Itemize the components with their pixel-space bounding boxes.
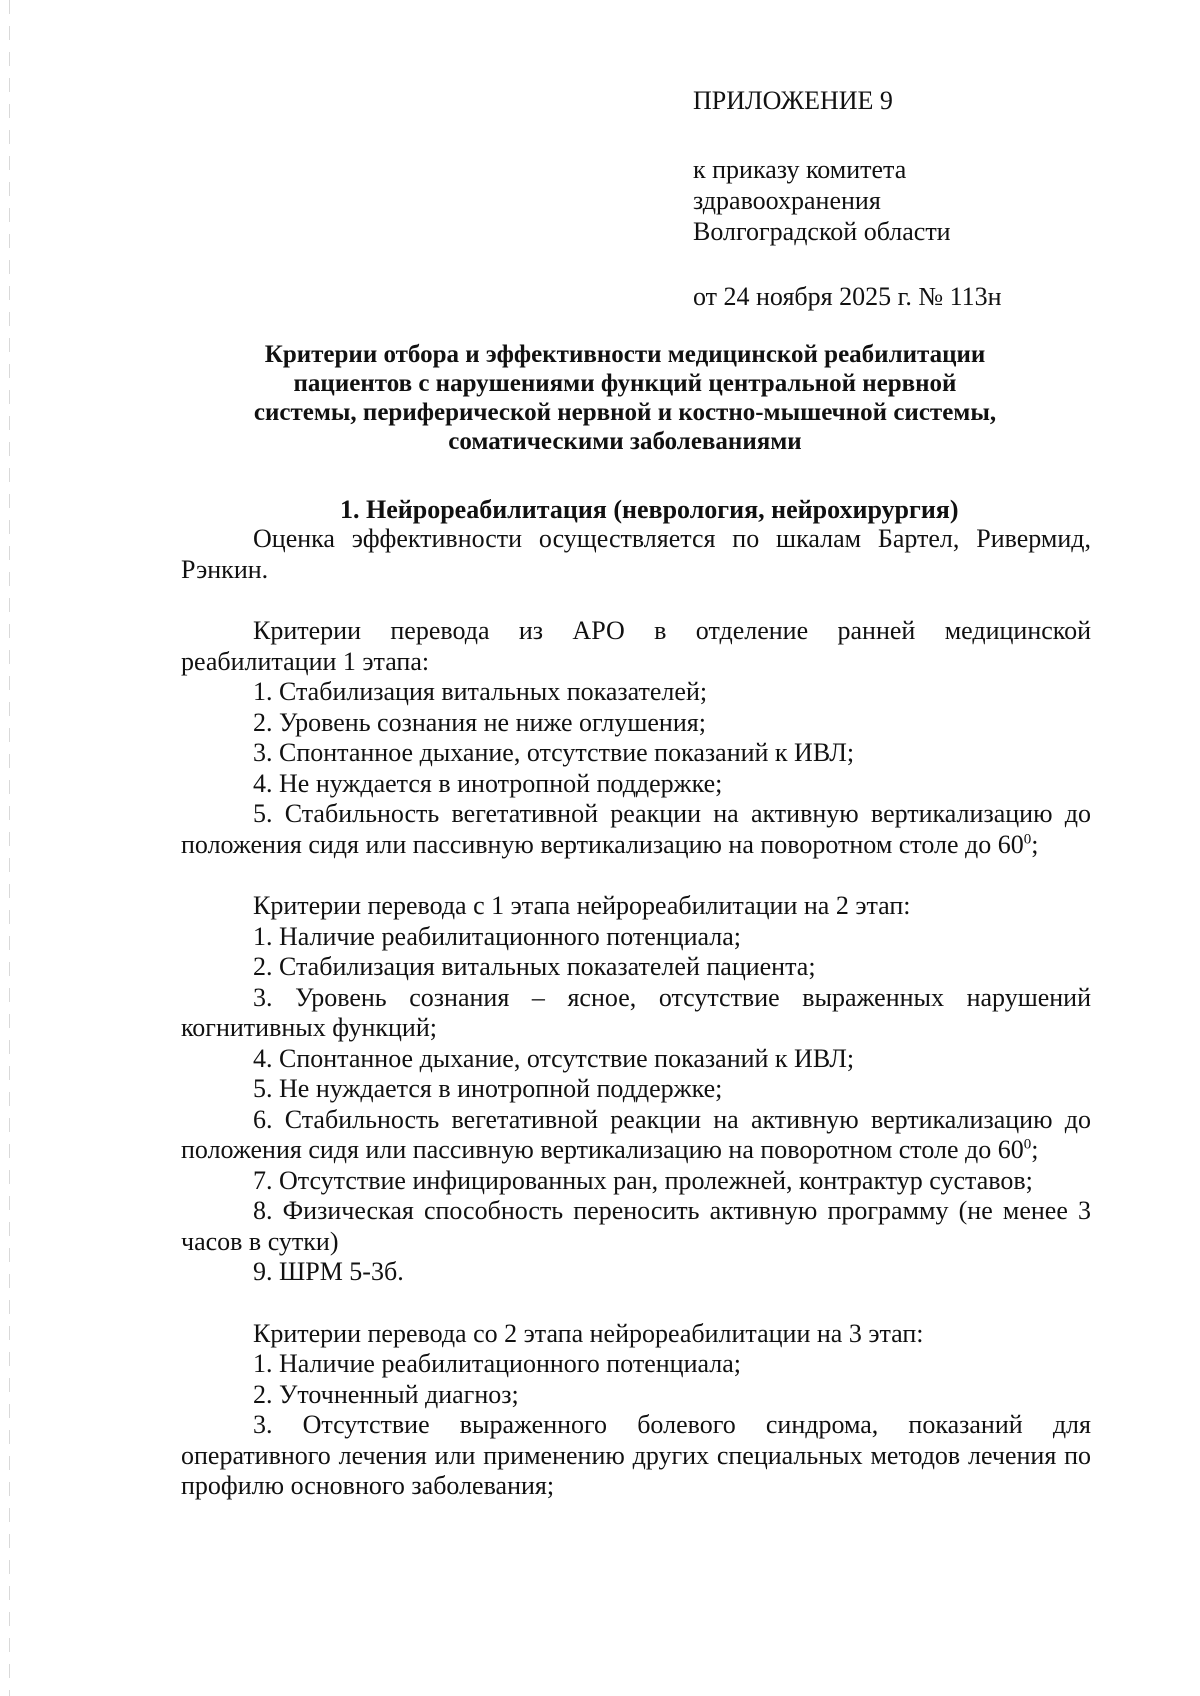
list-item: 3. Спонтанное дыхание, отсутствие показаний к ИВЛ; <box>253 738 855 767</box>
document-body <box>181 524 1091 1502</box>
list-item: 7. Отсутствие инфицированных ран, пролежней, контрактур суставов; <box>253 1165 1033 1195</box>
list-item: 9. ШРМ 5-3б. <box>253 1257 404 1286</box>
order-date: от 24 ноября 2025 г. № 113н <box>693 282 1002 311</box>
list-item: 1. Наличие реабилитационного потенциала; <box>253 921 742 951</box>
title-line: системы, периферической нервной и костно-мышечной системы, <box>253 399 997 426</box>
document-title <box>160 340 1090 456</box>
order-reference <box>693 154 951 247</box>
order-reference-line: здравоохранения <box>693 186 881 215</box>
list-item <box>181 1105 1091 1166</box>
degree-superscript: 0 <box>1023 830 1032 847</box>
list-item: 4. Спонтанное дыхание, отсутствие показаний к ИВЛ; <box>253 1043 855 1073</box>
list-item <box>181 799 1091 860</box>
list-item: 4. Не нуждается в инотропной поддержке; <box>253 768 723 798</box>
list-item-text: 5. Стабильность вегетативной реакции на активную вертикализацию до положения сидя или пассивную вертикализацию на поворотном столе до 60 <box>181 799 1091 859</box>
block3-lead: Критерии перевода со 2 этапа нейрореабилитации на 3 этап: <box>253 1318 924 1348</box>
list-item: 2. Стабилизация витальных показателей пациента; <box>253 952 816 981</box>
list-item: 8. Физическая способность переносить активную программу (не менее 3 часов в сутки) <box>181 1196 1091 1256</box>
order-reference-line: к приказу комитета <box>693 155 907 184</box>
list-item-text: 6. Стабильность вегетативной реакции на активную вертикализацию до положения сидя или пассивную вертикализацию на поворотном столе до 60 <box>181 1104 1091 1164</box>
title-line: пациентов с нарушениями функций центральной нервной <box>293 370 957 397</box>
title-line: Критерии отбора и эффективности медицинской реабилитации <box>264 341 986 368</box>
degree-superscript: 0 <box>1023 1136 1032 1153</box>
list-item: 1. Наличие реабилитационного потенциала; <box>253 1349 742 1378</box>
intro-paragraph: Оценка эффективности осуществляется по шкалам Бартел, Ривермид, Рэнкин. <box>181 524 1091 584</box>
list-item: 3. Отсутствие выраженного болевого синдрома, показаний для оперативного лечения или применению других специальных методов лечения по профилю основного заболевания; <box>181 1410 1091 1500</box>
list-item: 3. Уровень сознания – ясное, отсутствие выраженных нарушений когнитивных функций; <box>181 982 1091 1042</box>
list-item-tail: ; <box>1031 829 1039 859</box>
list-item: 1. Стабилизация витальных показателей; <box>253 677 708 706</box>
block1-lead: Критерии перевода из АРО в отделение ранней медицинской реабилитации 1 этапа: <box>181 616 1091 676</box>
appendix-label: ПРИЛОЖЕНИЕ 9 <box>693 86 893 115</box>
section-heading: 1. Нейрореабилитация (неврология, нейрохирургия) <box>340 495 959 524</box>
list-item: 2. Уровень сознания не ниже оглушения; <box>253 707 706 737</box>
list-item: 5. Не нуждается в инотропной поддержке; <box>253 1074 723 1103</box>
list-item-tail: ; <box>1031 1135 1039 1164</box>
block2-lead: Критерии перевода с 1 этапа нейрореабилитации на 2 этап: <box>253 891 911 920</box>
list-item: 2. Уточненный диагноз; <box>253 1379 519 1409</box>
scan-edge-line <box>9 0 10 1696</box>
order-reference-line: Волгоградской области <box>693 217 951 246</box>
title-line: соматическими заболеваниями <box>448 428 802 455</box>
